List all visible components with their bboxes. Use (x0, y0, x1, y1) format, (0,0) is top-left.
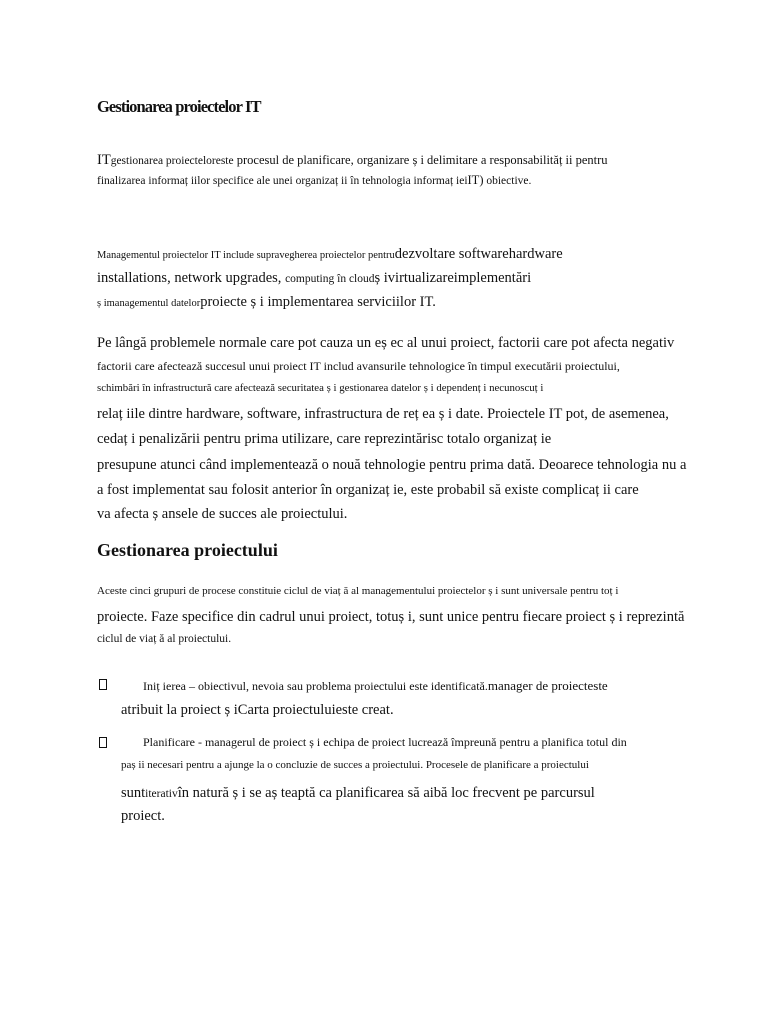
para2-line-1 (97, 246, 563, 262)
document-title: Gestionarea proiectelor IT (97, 97, 261, 116)
para2-line-2 (97, 270, 531, 286)
para3-line-3: schimbări în infrastructură care afectează securitatea ș i gestionarea datelor ș i dependenț i necunoscuț i (97, 382, 544, 394)
para3-line-5: cedaț i penalizării pentru prima utilizare, care reprezintărisc totalo organizaț ie (97, 431, 552, 447)
para2-line-3 (97, 294, 436, 310)
para4-line-1: Aceste cinci grupuri de procese constituie ciclul de viaț ă al managementului proiectelor ș i sunt universale pentru toț i (97, 585, 619, 597)
bullet-box-icon (99, 678, 111, 692)
para2-text: dezvoltare software (394, 246, 509, 262)
bullet-text: manager de proiecte (487, 678, 594, 693)
bullet-1-line-1 (143, 678, 608, 694)
para4-line-2: proiecte. Faze specifice din cadrul unui proiect, totuș i, sunt unice pentru fiecare proiect ș i reprezintă (97, 609, 685, 625)
bullet-2-line-1: Planificare - managerul de proiect ș i echipa de proiect lucrează împreună pentru a planifica totul din (143, 735, 627, 749)
para2-text: ș imanagementul datelor (97, 298, 201, 309)
bullet-text: sunt (121, 785, 146, 801)
intro-line-2 (97, 172, 531, 188)
intro-text: IT) (467, 173, 484, 187)
para3-line-1: Pe lângă problemele normale care pot cauza un eș ec al unui proiect, factorii care pot afecta negativ (97, 335, 675, 351)
bullet-2-line-4: proiect. (121, 808, 165, 824)
intro-text: finalizarea informaț iilor specifice ale unei organizaț ii în tehnologia informaț iei (97, 175, 468, 187)
bullet-text: Iniț ierea – obiectivul, nevoia sau problema proiectului este identificată. (143, 679, 488, 693)
para4-line-3: ciclul de viaț ă al proiectului. (97, 633, 232, 645)
para2-text: Managementul proiectelor IT include supravegherea proiectelor pentru (97, 250, 395, 261)
para2-text: computing în cloud (285, 273, 375, 285)
intro-text: procesul de planificare, organizare ș i delimitare a responsabilităț ii pentru (233, 153, 608, 167)
para3-line-4: relaț iile dintre hardware, software, infrastructura de reț ea ș i date. Proiectele IT pot, de asemenea, (97, 406, 669, 422)
para2-text: hardware (508, 246, 563, 262)
para2-text: proiecte ș i implementarea serviciilor IT. (200, 294, 436, 310)
para2-text: ș ivirtualizareimplementări (374, 270, 532, 286)
bullet-box-icon (99, 736, 111, 750)
bullet-2-line-3 (121, 785, 595, 801)
bullet-text: în natură ș i se aș teaptă ca planificarea să aibă loc frecvent pe parcursul (177, 785, 595, 801)
intro-text: gestionarea proiecteloreste (110, 155, 234, 167)
intro-text: obiective. (483, 175, 532, 187)
section-title: Gestionarea proiectului (97, 540, 278, 560)
para3-line-2: factorii care afectează succesul unui proiect IT includ avansurile tehnologice în timpul executării proiectului, (97, 359, 620, 373)
para3-line-7: a fost implementat sau folosit anterior în organizaț ie, este probabil să existe complicaț ii care (97, 482, 639, 498)
intro-text: IT (97, 152, 111, 168)
bullet-1-line-2: atribuit la proiect ș iCarta proiectuluieste creat. (121, 702, 394, 718)
para3-line-6: presupune atunci când implementează o nouă tehnologie pentru prima dată. Deoarece tehnologia nu a (97, 457, 687, 473)
para3-line-8: va afecta ș ansele de succes ale proiectului. (97, 506, 348, 522)
bullet-2-line-2: paș ii necesari pentru a ajunge la o concluzie de succes a proiectului. Procesele de planificare a proiectului (121, 759, 589, 771)
para2-text: installations, network upgrades, (97, 270, 286, 286)
intro-line-1 (97, 152, 608, 168)
bullet-text: ste (593, 678, 608, 693)
bullet-text: iterativ (145, 788, 178, 800)
